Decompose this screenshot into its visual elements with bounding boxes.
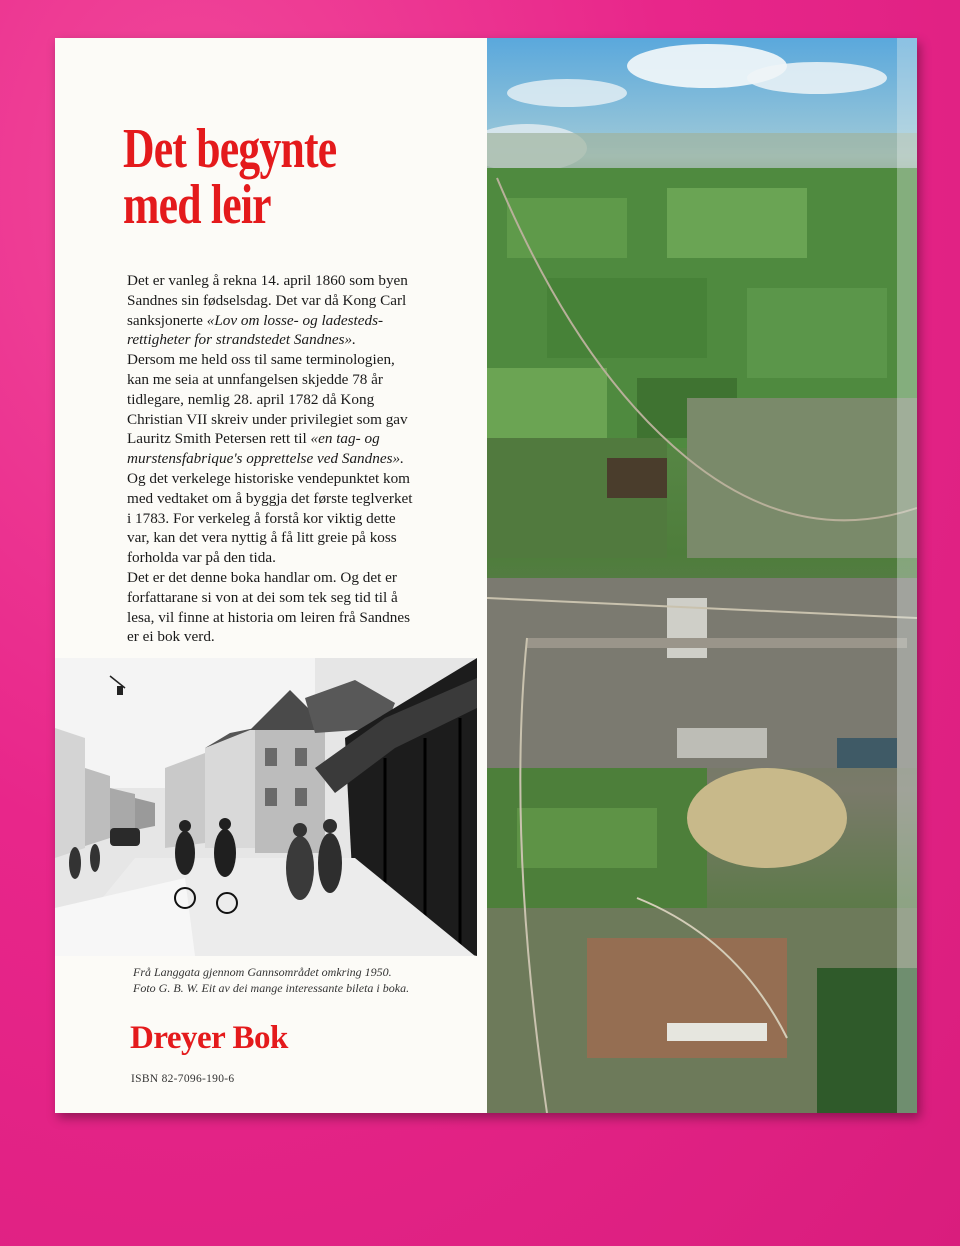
blurb-line: i 1783. For verkeleg å forstå kor viktig dette [127,509,396,527]
aerial-photo-illustration [487,38,917,1113]
blurb-line: Dersom me held oss til same terminologien, [127,351,395,369]
blurb-line: lesa, vil finne at historia om leiren frå Sandnes [127,608,410,626]
photo-caption [133,964,483,996]
street-photo [55,658,477,956]
blurb-quote: rettigheter for strandstedet Sandnes». [127,331,356,349]
blurb-line: kan me seia at unnfangelsen skjedde 78 år [127,370,383,388]
blurb-text: sanksjonerte [127,311,207,329]
blurb-line [127,449,507,469]
caption-line-1: Frå Langgata gjennom Gannsområdet omkring 1950. [133,965,392,979]
blurb-quote: murstensfabrique's opprettelse ved Sandnes». [127,450,404,468]
caption-line-2: Foto G. B. W. Eit av dei mange interessante bileta i boka. [133,981,410,995]
blurb-line: forfattarane si von at dei som tek seg tid til å [127,588,398,606]
blurb-line [127,429,507,449]
title-line-2: med leir [123,174,271,236]
blurb-line [127,311,507,331]
blurb-text: Lauritz Smith Petersen rett til [127,430,311,448]
blurb-quote: «Lov om losse- og ladesteds- [206,311,384,329]
blurb-line: var, kan det vera nyttig å få litt greie på koss [127,529,397,547]
publisher-logo: Dreyer Bok [130,1020,288,1056]
blurb-line: er ei bok verd. [127,628,215,646]
blurb-line: Og det verkelege historiske vendepunktet kom [127,469,411,487]
aerial-photo [487,38,917,1113]
text-panel [55,38,487,1113]
blurb-line: forholda var på den tida. [127,549,276,567]
blurb-quote: «en tag- og [310,430,380,448]
blurb-line: med vedtaket om å byggja det første teglverket [127,489,413,507]
blurb [127,271,507,647]
blurb-line: tidlegare, nemlig 28. april 1782 då Kong [127,390,375,408]
book-title [123,118,388,236]
title-line-1: Det begynte [123,118,337,180]
street-photo-illustration [55,658,477,956]
blurb-line: Christian VII skreiv under privilegiet som gav [127,410,408,428]
blurb-line: Det er det denne boka handlar om. Og det er [127,568,397,586]
blurb-line: Sandnes sin fødselsdag. Det var då Kong Carl [127,291,407,309]
isbn: ISBN 82-7096-190-6 [131,1073,235,1085]
book-back-cover [55,38,917,1113]
blurb-line [127,330,507,350]
blurb-line: Det er vanleg å rekna 14. april 1860 som byen [127,272,408,289]
